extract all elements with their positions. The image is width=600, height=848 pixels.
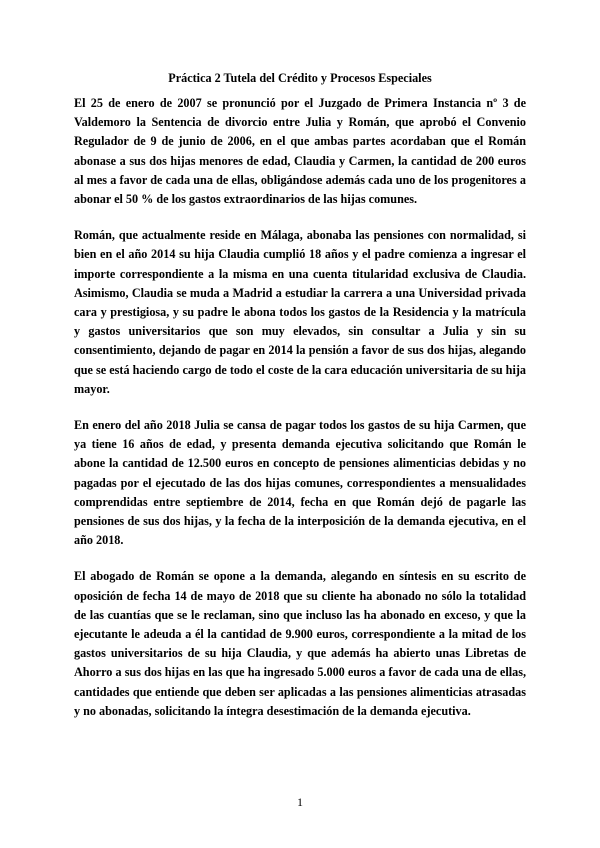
- document-body: [74, 94, 526, 738]
- paragraph-1: El 25 de enero de 2007 se pronunció por el Juzgado de Primera Instancia nº 3 de Valdemoro la Sentencia de divorcio entre Julia y Román, que aprobó el Convenio Regulador de 9 de junio de 2006, en el que ambas partes acordaban que el Román abonase a sus dos hijas menores de edad, Claudia y Carmen, la cantidad de 200 euros al mes a favor de cada una de ellas, obligándose además cada uno de los progenitores a abonar el 50 % de los gastos extraordinarios de las hijas comunes.: [74, 96, 526, 207]
- paragraph-2: Román, que actualmente reside en Málaga, abonaba las pensiones con normalidad, si bien en el año 2014 su hija Claudia cumplió 18 años y el padre comienza a ingresar el importe correspondiente a la misma en una cuenta titularidad exclusiva de Claudia. Asimismo, Claudia se muda a Madrid a estudiar la carrera a una Universidad privada cara y prestigiosa, y su padre le abona todos los gastos de la Residencia y la matrícula y gastos universitarios que son muy elevados, sin consultar a Julia y sin su consentimiento, dejando de pagar en 2014 la pensión a favor de sus dos hijas, alegando que se está haciendo cargo de todo el coste de la cara educación universitaria de su hija mayor.: [74, 228, 526, 396]
- paragraph-3: En enero del año 2018 Julia se cansa de pagar todos los gastos de su hija Carmen, que ya tiene 16 años de edad, y presenta demanda ejecutiva solicitando que Román le abone la cantidad de 12.500 euros en concepto de pensiones alimenticias debidas y no pagadas por el ejecutado de las dos hijas comunes, correspondientes a mensualidades comprendidas entre septiembre de 2014, fecha en que Román dejó de pagarle las pensiones de sus dos hijas, y la fecha de la interposición de la demanda ejecutiva, en el año 2018.: [74, 418, 526, 548]
- paragraph-4: El abogado de Román se opone a la demanda, alegando en síntesis en su escrito de oposición de fecha 14 de mayo de 2018 que su cliente ha abonado no sólo la totalidad de las cuantías que se le reclaman, sino que incluso las ha abonado en exceso, y que la ejecutante le adeuda a él la cantidad de 9.900 euros, correspondiente a la mitad de los gastos universitarios de su hija Claudia, y que además ha abierto unas Libretas de Ahorro a sus dos hijas en las que ha ingresado 5.000 euros a favor de cada una de ellas, cantidades que entiende que deben ser aplicadas a las pensiones alimenticias atrasadas y no abonadas, solicitando la íntegra desestimación de la demanda ejecutiva.: [74, 569, 526, 718]
- document-title: Práctica 2 Tutela del Crédito y Procesos Especiales: [168, 71, 432, 85]
- page-number: 1: [297, 795, 303, 809]
